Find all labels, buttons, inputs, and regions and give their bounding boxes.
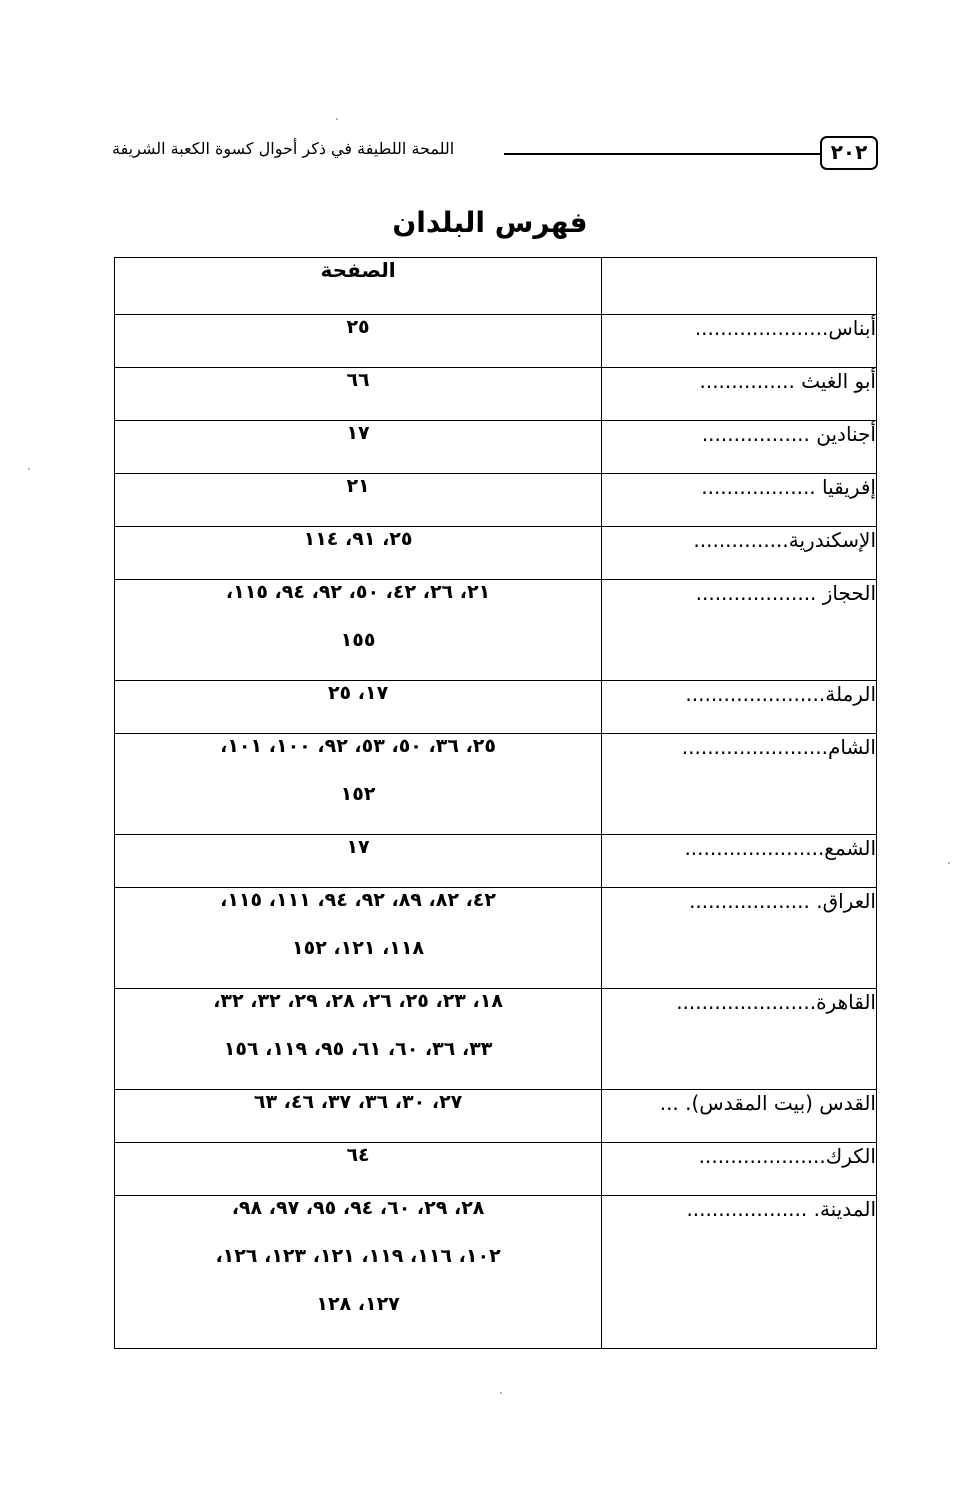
scan-speck bbox=[948, 862, 950, 864]
page-references bbox=[115, 527, 602, 580]
page-reference-line: ٢١، ٢٦، ٤٢، ٥٠، ٩٢، ٩٤، ١١٥، bbox=[225, 581, 491, 603]
page-reference-line: ٤٢، ٨٢، ٨٩، ٩٢، ٩٤، ١١١، ١١٥، bbox=[220, 889, 496, 911]
page-reference-line: ٢٥، ٩١، ١١٤ bbox=[303, 528, 413, 550]
page-reference-line: ١٢٧، ١٢٨ bbox=[316, 1293, 400, 1315]
index-title: فهرس البلدان bbox=[392, 206, 588, 239]
place-name: أبو الغيث ............... bbox=[602, 368, 877, 421]
page-reference-line: ٢٨، ٢٩، ٦٠، ٩٤، ٩٥، ٩٧، ٩٨، bbox=[231, 1197, 485, 1219]
table-row bbox=[115, 888, 877, 989]
place-column-header bbox=[602, 258, 877, 315]
page-reference-line: ١٥٢ bbox=[340, 783, 376, 805]
page-reference-line: ١٥٥ bbox=[340, 629, 376, 651]
scan-speck bbox=[28, 468, 30, 470]
table-row bbox=[115, 580, 877, 681]
table-row bbox=[115, 835, 877, 888]
page-reference-line: ٦٤ bbox=[346, 1144, 370, 1166]
places-index-table bbox=[114, 257, 877, 1349]
page-reference-line: ٣٣، ٣٦، ٦٠، ٦١، ٩٥، ١١٩، ١٥٦ bbox=[223, 1038, 493, 1060]
place-name: الشام....................... bbox=[602, 734, 877, 835]
place-name: المدينة. ................... bbox=[602, 1196, 877, 1349]
table-row bbox=[115, 1090, 877, 1143]
page-reference-line: ١٨، ٢٣، ٢٥، ٢٦، ٢٨، ٢٩، ٣٢، ٣٢، bbox=[213, 990, 503, 1012]
place-name: العراق. ................... bbox=[602, 888, 877, 989]
page-references bbox=[115, 580, 602, 681]
page-references bbox=[115, 421, 602, 474]
place-name: الشمع...................... bbox=[602, 835, 877, 888]
page-reference-line: ٢١ bbox=[346, 475, 370, 497]
table-row bbox=[115, 315, 877, 368]
table-row bbox=[115, 989, 877, 1090]
page-references bbox=[115, 1090, 602, 1143]
page-references bbox=[115, 681, 602, 734]
page-references bbox=[115, 1196, 602, 1349]
page-reference-line: ١٧، ٢٥ bbox=[327, 682, 389, 704]
header-rule bbox=[504, 153, 820, 155]
pages-column-header: الصفحة bbox=[115, 258, 602, 315]
book-title: اللمحة اللطيفة في ذكر أحوال كسوة الكعبة الشريفة bbox=[112, 139, 455, 158]
page-references bbox=[115, 1143, 602, 1196]
place-name: الحجاز ................... bbox=[602, 580, 877, 681]
table-row bbox=[115, 1143, 877, 1196]
place-name: أجنادين ................. bbox=[602, 421, 877, 474]
page-reference-line: ١٧ bbox=[346, 422, 370, 444]
page-reference-line: ٢٥ bbox=[346, 316, 370, 338]
place-name: أبناس..................... bbox=[602, 315, 877, 368]
page-references bbox=[115, 989, 602, 1090]
table-row bbox=[115, 368, 877, 421]
page-reference-line: ١١٨، ١٢١، ١٥٢ bbox=[292, 937, 425, 959]
page-number-box: ٢٠٢ bbox=[820, 136, 878, 170]
place-name: إفريقيا .................. bbox=[602, 474, 877, 527]
page-reference-line: ٦٦ bbox=[346, 369, 370, 391]
scan-speck bbox=[336, 118, 338, 120]
page-references bbox=[115, 888, 602, 989]
page-reference-line: ١٧ bbox=[346, 836, 370, 858]
place-name: القاهرة...................... bbox=[602, 989, 877, 1090]
page-reference-line: ٢٧، ٣٠، ٣٦، ٣٧، ٤٦، ٦٣ bbox=[253, 1091, 463, 1113]
page-reference-line: ٢٥، ٣٦، ٥٠، ٥٣، ٩٢، ١٠٠، ١٠١، bbox=[220, 735, 496, 757]
place-name: الكرك.................... bbox=[602, 1143, 877, 1196]
table-row bbox=[115, 734, 877, 835]
index-body bbox=[115, 315, 877, 1349]
running-header bbox=[112, 136, 878, 176]
table-row bbox=[115, 474, 877, 527]
page-references bbox=[115, 315, 602, 368]
table-header-row bbox=[115, 258, 877, 315]
page-references bbox=[115, 474, 602, 527]
page-reference-line: ١٠٢، ١١٦، ١١٩، ١٢١، ١٢٣، ١٢٦، bbox=[215, 1245, 501, 1267]
page-references bbox=[115, 368, 602, 421]
page-references bbox=[115, 835, 602, 888]
table-row bbox=[115, 1196, 877, 1349]
place-name: الإسكندرية............... bbox=[602, 527, 877, 580]
place-name: القدس (بيت المقدس). ... bbox=[602, 1090, 877, 1143]
scan-speck bbox=[500, 1392, 502, 1394]
place-name: الرملة...................... bbox=[602, 681, 877, 734]
table-row bbox=[115, 681, 877, 734]
page-references bbox=[115, 734, 602, 835]
table-row bbox=[115, 421, 877, 474]
table-row bbox=[115, 527, 877, 580]
